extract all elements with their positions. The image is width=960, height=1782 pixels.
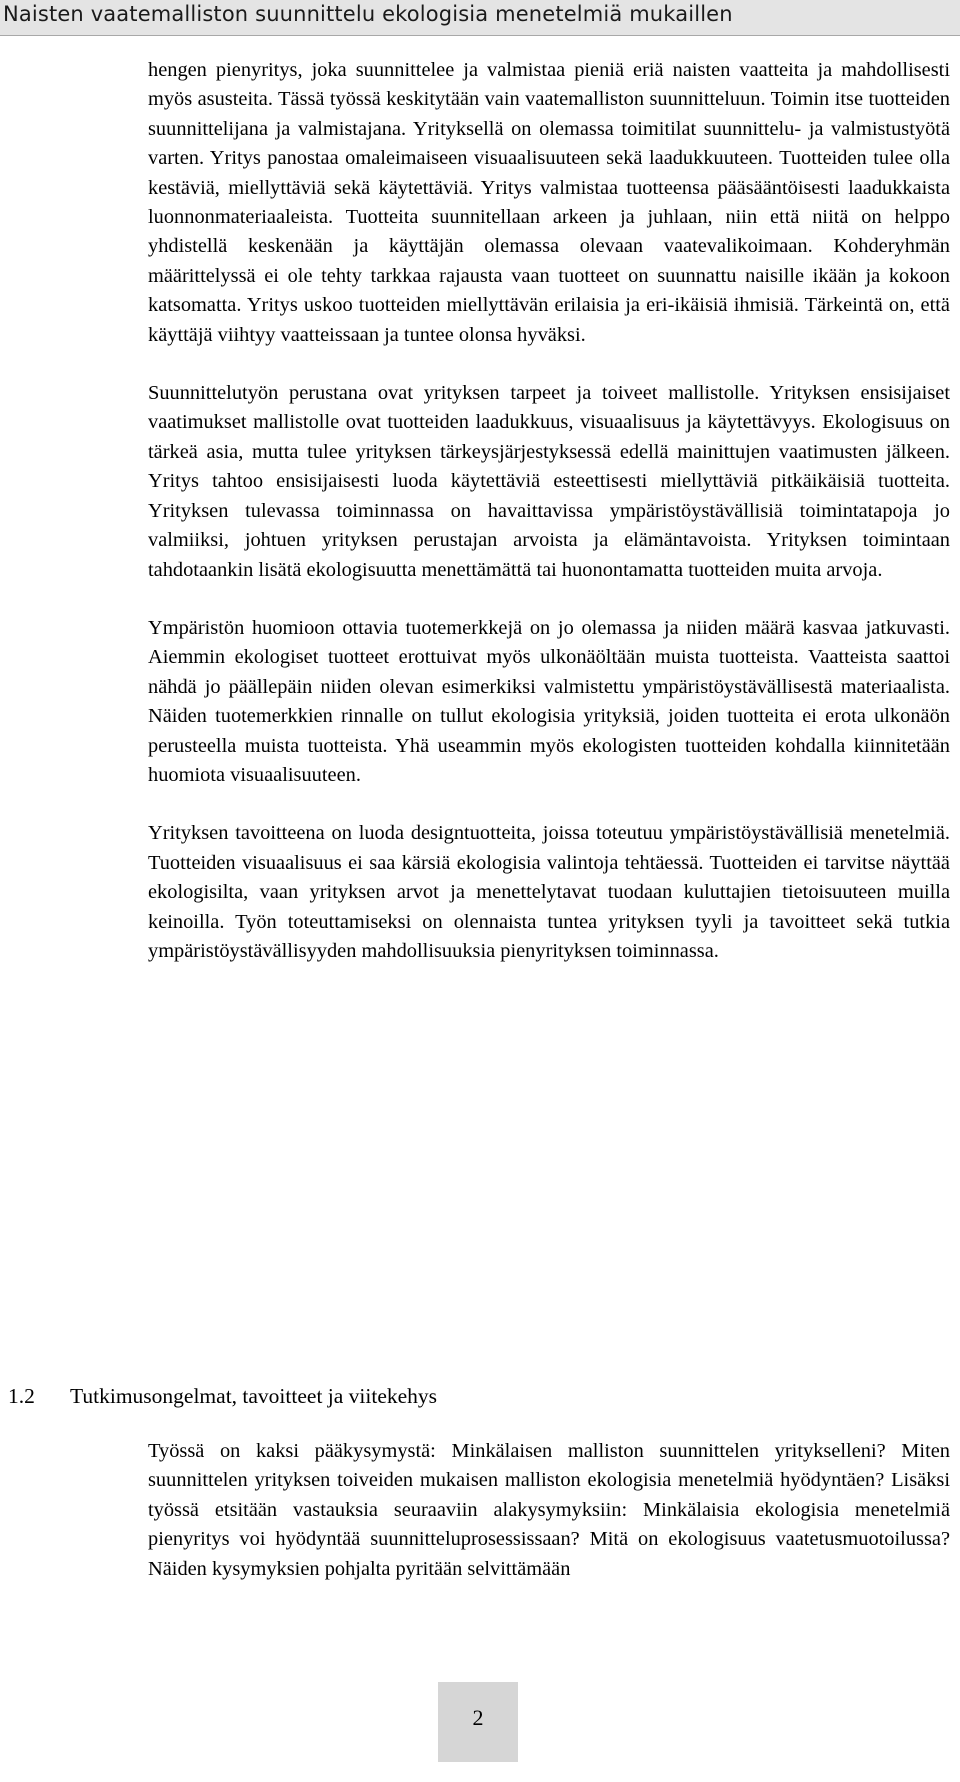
paragraph-company-description: hengen pienyritys, joka suunnittelee ja valmistaa pieniä eriä naisten vaatteita ja mahdollisesti myös asusteita. Tässä työssä keskitytään vain vaatemalliston suunnitteluun. Toimin itse tuotteiden suunnittelijana ja valmistajana. Yrityksellä on olemassa toimitilat suunnittelu- ja valmistustyötä varten. Yritys panostaa omaleimaiseen visuaalisuuteen sekä laadukkuuteen. Tuotteiden tulee olla kestäviä, miellyttäviä sekä käytettäviä. Yritys valmistaa tuotteensa pääsääntöisesti laadukkaista luonnonmateriaaleista. Tuotteita suunnitellaan arkeen ja juhlaan, niin että niitä on helppo yhdistellä keskenään ja käyttäjän olemassa olevaan vaatevalikoimaan. Kohderyhmän määrittelyssä ei ole tehty tarkkaa rajausta vaan tuotteet on suunnattu naisille ikään ja kokoon katsomatta. Yritys uskoo tuotteiden miellyttävän erilaisia ja eri-ikäisiä ihmisiä. Tärkeintä on, että käyttäjä viihtyy vaatteissaan ja tuntee olonsa hyväksi. [148, 59, 950, 346]
section-number: 1.2 [8, 1384, 35, 1408]
paragraph-company-goal: Yrityksen tavoitteena on luoda designtuotteita, joissa toteutuu ympäristöystävällisiä menetelmiä. Tuotteiden visuaalisuus ei saa kärsiä ekologisia valintoja tehtäessä. Tuotteiden ei tarvitse näyttää ekologisilta, vaan yrityksen arvot ja menettelytavat tuodaan kuluttajien tietoisuuteen muilla keinoilla. Työn toteuttamiseksi on olennaista tuntea yrityksen tyyli ja tavoitteet sekä tutkia ympäristöystävällisyyden mahdollisuuksia pienyrityksen toiminnassa. [148, 822, 950, 962]
page-number: 2 [472, 1705, 484, 1730]
body-text [148, 56, 950, 966]
section-title: Tutkimusongelmat, tavoitteet ja viitekehys [70, 1384, 438, 1408]
paragraph-design-basis: Suunnittelutyön perustana ovat yrityksen tarpeet ja toiveet mallistolle. Yrityksen ensisijaiset vaatimukset mallistolle ovat tuotteiden laadukkuus, visuaalisuus ja käytettävyys. Ekologisuus on tärkeä asia, mutta tulee yrityksen tärkeysjärjestyksessä edellä mainittujen vaatimusten jälkeen. Yritys tahtoo ensisijaisesti luoda käytettäviä esteettisesti miellyttäviä pitkäikäisiä tuotteita. Yrityksen tulevassa toiminnassa on havaittavissa ympäristöystävällisiä toimintatapoja jo valmiiksi, johtuen yrityksen perustajan arvoista ja elämäntavoista. Yrityksen toimintaan tahdotaankin lisätä ekologisuutta menettämättä tai huonontamatta tuotteiden muita arvoja. [148, 382, 950, 581]
paragraph-research-questions: Työssä on kaksi pääkysymystä: Minkälaisen malliston suunnittelen yritykselleni? Miten suunnittelen yrityksen toiveiden mukaisen malliston ekologisia menetelmiä hyödyntäen? Lisäksi työssä etsitään vastauksia seuraaviin alakysymyksiin: Minkälaisia ekologisia menetelmiä pienyritys voi hyödyntää suunnitteluprosessissaan? Mitä on ekologisuus vaatetusmuotoilussa? Näiden kysymyksien pohjalta pyritään selvittämään [148, 1440, 950, 1580]
paragraph-ecological-brands: Ympäristön huomioon ottavia tuotemerkkejä on jo olemassa ja niiden määrä kasvaa jatkuvasti. Aiemmin ekologiset tuotteet erottuivat myös ulkonäöltään muista tuotteista. Vaatteista saattoi nähdä jo päällepäin niiden olevan esimerkiksi valmistettu ympäristöystävällisestä materiaalista. Näiden tuotemerkkien rinnalle on tullut ekologisia yrityksiä, joiden tuotteita ei erota ulkonäön perusteella muista tuotteista. Yhä useammin myös ekologisten tuotteiden kohdalla kiinnitetään huomiota visuaalisuuteen. [148, 616, 950, 786]
page-number-box [438, 1682, 518, 1762]
section-body [148, 1437, 950, 1584]
section-heading [8, 1381, 908, 1411]
running-header [0, 0, 960, 36]
document-title: Naisten vaatemalliston suunnittelu ekologisia menetelmiä mukaillen [3, 2, 733, 26]
